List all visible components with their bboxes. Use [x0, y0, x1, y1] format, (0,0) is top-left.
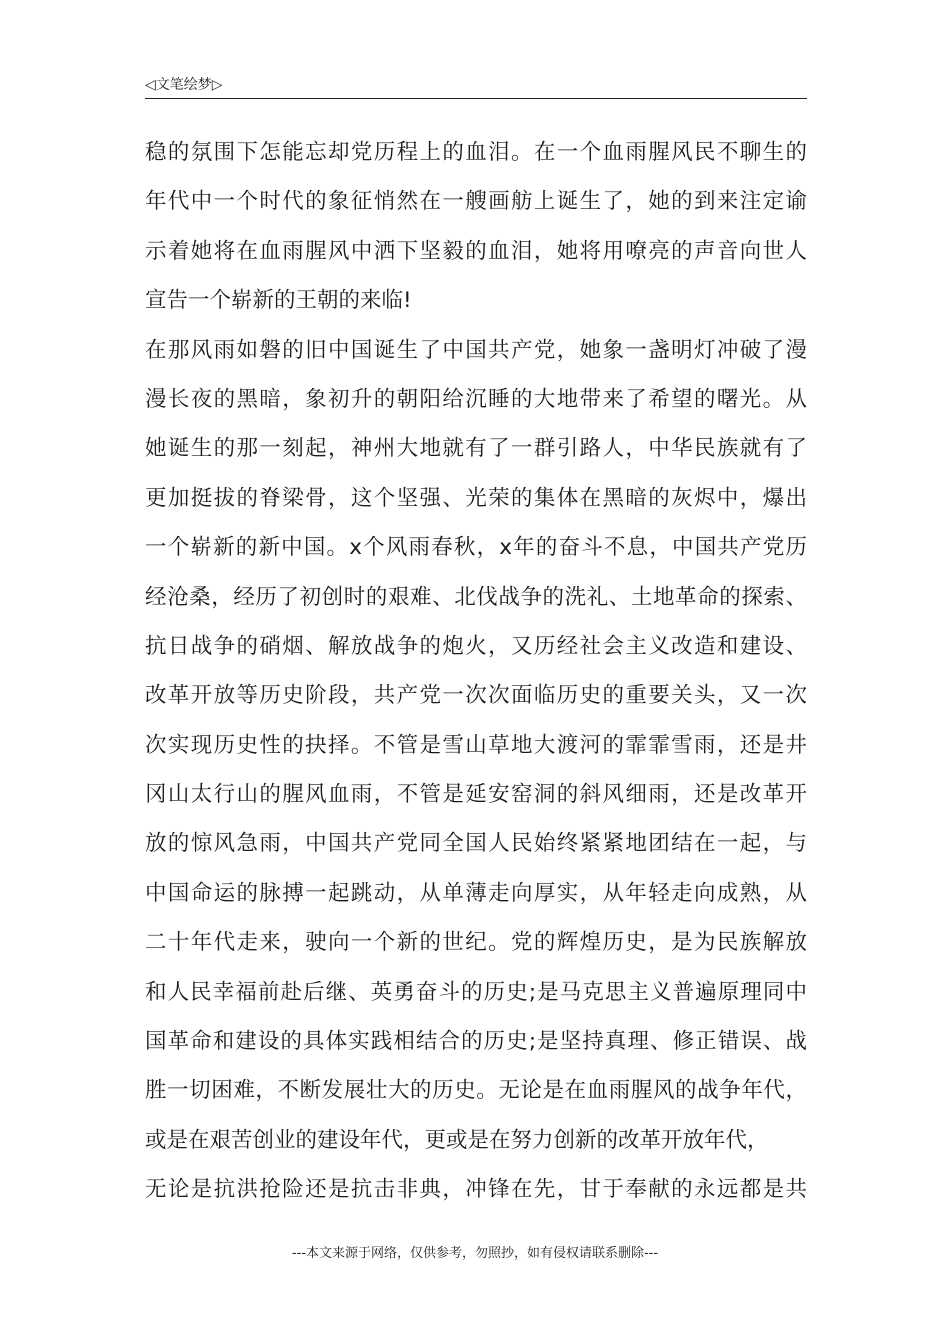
body-line: 更加挺拔的脊梁骨，这个坚强、光荣的集体在黑暗的灰烬中，爆出 [145, 485, 807, 511]
body-line: 中国命运的脉搏一起跳动，从单薄走向厚实，从年轻走向成熟，从 [145, 880, 807, 906]
body-line: 宣告一个崭新的王朝的来临! [145, 288, 412, 314]
body-line: 经沧桑，经历了初创时的艰难、北伐战争的洗礼、土地革命的探索、 [145, 584, 807, 610]
body-line: 放的惊风急雨，中国共产党同全国人民始终紧紧地团结在一起，与 [145, 831, 807, 857]
body-line: 年代中一个时代的象征悄然在一艘画舫上诞生了，她的到来注定谕 [145, 189, 807, 215]
body-line: 她诞生的那一刻起，神州大地就有了一群引路人，中华民族就有了 [145, 436, 807, 462]
body-line: 国革命和建设的具体实践相结合的历史;是坚持真理、修正错误、战 [145, 1029, 807, 1055]
body-line: 一个崭新的新中国。x个风雨春秋，x年的奋斗不息，中国共产党历 [145, 535, 807, 561]
body-line: 胜一切困难，不断发展壮大的历史。无论是在血雨腥风的战争年代， [145, 1078, 807, 1104]
page-footer: ---本文来源于网络，仅供参考，勿照抄，如有侵权请联系删除--- [291, 1246, 659, 1261]
body-line: 示着她将在血雨腥风中洒下坚毅的血泪，她将用嘹亮的声音向世人 [145, 238, 807, 264]
body-line: 稳的氛围下怎能忘却党历程上的血泪。在一个血雨腥风民不聊生的 [145, 140, 807, 165]
body-line: 在那风雨如磐的旧中国诞生了中国共产党，她象一盏明灯冲破了漫 [145, 337, 807, 363]
header-title: ◁文笔绘梦▷ [145, 77, 223, 93]
body-line: 冈山太行山的腥风血雨，不管是延安窑洞的斜风细雨，还是改革开 [145, 782, 807, 808]
body-line: 无论是抗洪抢险还是抗击非典，冲锋在先，甘于奉献的永远都是共 [145, 1177, 807, 1203]
body-line: 或是在艰苦创业的建设年代，更或是在努力创新的改革开放年代， [145, 1127, 769, 1153]
body-line: 和人民幸福前赴后继、英勇奋斗的历史;是马克思主义普遍原理同中 [145, 979, 807, 1005]
body-line: 次实现历史性的抉择。不管是雪山草地大渡河的霏霏雪雨，还是井 [145, 732, 807, 758]
body-line: 漫长夜的黑暗，象初升的朝阳给沉睡的大地带来了希望的曙光。从 [145, 386, 807, 412]
body-line: 二十年代走来，驶向一个新的世纪。党的辉煌历史，是为民族解放 [145, 930, 807, 956]
document-body [145, 128, 807, 1215]
page-header [145, 74, 807, 99]
body-line: 抗日战争的硝烟、解放战争的炮火，又历经社会主义改造和建设、 [145, 633, 807, 659]
body-line: 改革开放等历史阶段，共产党一次次面临历史的重要关头，又一次 [145, 683, 807, 709]
